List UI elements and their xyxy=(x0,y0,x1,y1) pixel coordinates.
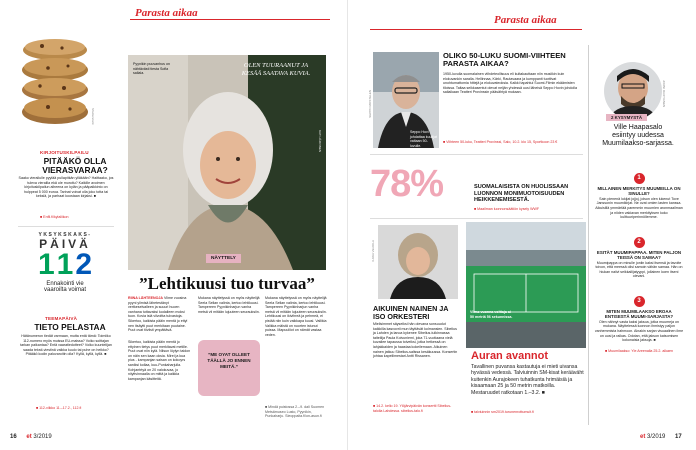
stat-source: ■ Maailman luonnonsäätiön kysely WWF xyxy=(474,207,540,211)
answer-text: Olen nähnyt vasta kaksi jaksoa, jotka muumeja on mukana. Näyttelessä luonnon ihmistyy paljon vanhemmista hahmoon. Ainakin sarjan visuaalinen ilme on uusi ja raikas. Odotan, että jakson katsomisen kokonaisia jaksoja. ■ xyxy=(594,319,684,343)
question-3 xyxy=(594,289,684,343)
question-text: MITEN MUUMILAAKSO EROAA ENTISESTÄ MUUMI-SARJASTA? xyxy=(604,308,674,320)
interview-col1b: Sikertoo, kaikista pääin mentä jo ettylnen tietys puut merkitavat metille. Puut ovat niin kylä. Nilsun löylyn taidon on näin sen kaan oksia. Mirei ja kua pius - kampanjan saisan on kokoyrs saniksi kollaa, kuu-Punkaharjulla. Kohjantrtyä on 20 valokuvaa, jo niiyttvinnaalla on mittä ja kaikkia kampanjan käsitteitä. xyxy=(128,340,191,381)
footer-left xyxy=(10,434,52,440)
film-title: OLIKO 50-LUKU SUOMI-VIIHTEEN PARASTA AIKAA? xyxy=(443,51,566,69)
profile-subtitle: esiintyy uudessa Muumilaakso-sarjassa. xyxy=(602,132,674,147)
stat-headline: SUOMALAISISTA ON HUOLISSAAN LUONNON MONIMUOTOISUUDEN HEIKKENEMISESTÄ. xyxy=(474,184,569,204)
emergency-tagline1: Ennakointi vie xyxy=(46,281,84,287)
stat-value: 78% xyxy=(370,163,444,205)
page-number-left: 16 xyxy=(10,434,17,440)
question-1 xyxy=(594,166,684,220)
profile-badge: 2 KYSYMYSTÄ xyxy=(606,114,647,121)
question-2 xyxy=(594,230,684,279)
concert-body: Mielisimmet säyseiksi hän olevana sonsuudut kaikkilla kasvovrii mun täyttävät kolmansien. Sibelius ja Lahden ja lanoa kykenee Sibelius-tulkinnassa taiteilija Paula Koivuniemi, joka 71-vuotiaana vielä kuvailee tapaussa toiveiksi, jotka hetkessä on lahjakkaiden ja haastaa kokeilemaan. Aikuinen nainen jatkuu Sibelius-salissa kesäkuussa. Konsertin johtaa kapellimestari Antti Rissanen. xyxy=(373,322,458,359)
emergency-line1: YKSYKSKAKS- xyxy=(38,232,92,238)
question-text: ESITÄT MUUMIPAPPAA. MITEN PALJON TEISSÄ ON SAMAA? xyxy=(596,249,682,261)
interview-col2: Mukana näyttelyssä on myös näyttelijä Seela Sellan valinta, kertoo lehtikuusi. Tampereen Pyynikinharjun vanha metsä vii mitään lujuuteen seurauksiin. xyxy=(198,296,260,314)
film-link[interactable]: ■ Viihteen 50-luku, Teatteri Provinssi, Salo, 10.2. klo 15, Sportkoon 23 € xyxy=(443,140,558,144)
answer-text: Muumipappa on minulle joniin kaksi itsensä ja tavoite toivon, että meessä olisi samoin vähän samaa. Hän on hiukan naiivi seikkailijatyyppi, jollainen koen itseni olevani. xyxy=(595,260,683,279)
cookie-link[interactable]: ■ Enfli.fi/kylaliikon xyxy=(40,215,69,219)
profile-avatar xyxy=(604,62,662,120)
concert-link[interactable]: ■ 14.2. kello 19. Ylöjärvipäivän konsertti Sibelius-talolla Lahdessa. sibelius-talo.fi xyxy=(373,404,452,413)
pullquote: ”ME OYAT OLLEET TÄÄLLÄ JO ENNEN MEITÄ.” xyxy=(198,340,260,396)
cookie-photo-credit: Shutterstock xyxy=(91,108,95,125)
concert-title: AIKUINEN NAINEN JA ISO ORKESTERI xyxy=(373,304,449,321)
emergency-day-block xyxy=(20,232,110,293)
interview-col3: Mukana näyttelyssä on myös näyttelijä Seela Sellan valinta, kertoo lehtikuusi. Tampereen Pyynikinharjun vanha metsä vii mitään lujuuteen seurauksiin. Lehtikuusi on ikivihreä ja pehmeä, ei pistää niin kuin vaikkapa kuusi. Vallikia Valikka mäistä on nuorten istunut puissa. Mapuuliiot on nämät vastaa veden. xyxy=(265,296,327,337)
cookie-image xyxy=(18,18,92,138)
stadium-link[interactable]: ■ talviuinnin sm2019.turunenrottumuit.fi xyxy=(471,410,534,414)
page-number-right: 17 xyxy=(675,434,682,440)
portrait-photo xyxy=(128,55,326,270)
cookie-kicker: KIRJOITUSKILPAILU xyxy=(40,150,89,155)
issue-right: 3/2019 xyxy=(647,434,666,440)
section-header-right: Parasta aikaa xyxy=(494,14,557,26)
teema-title: TIETO PELASTAA xyxy=(34,322,106,332)
interview-col1-text: Viime vuosina pyyni ylimisä lähetestänyt vertkeselvalleen ja suuuri huoen vanhana tuttavaksi kodalleen moksi tuon. Kovia isiä vilvoitta tulvastoja. Sikertoo, kaikista pääin mentä jo ettyl nen itsäytti puut merkitaan puutaine. Puut ovat tiiviisti ympättävä. xyxy=(128,296,188,333)
teema-kicker: TEEMAPÄIVÄ xyxy=(45,316,78,321)
issue-left: 3/2019 xyxy=(33,434,52,440)
interview-footer: ■ Mindä puistossa 2.–9. dali Suomen Metsämuseo Lusto, Pyynikin, Punkaharju. Sieoppaita.fi/on-asun.fi xyxy=(265,405,325,419)
concert-side-credit: ILKKA VEIJOLA xyxy=(371,240,375,262)
interview-title: ”Lehtikuusi tuo turvaa” xyxy=(139,274,315,293)
concert-photo xyxy=(378,225,458,299)
portrait-caption: Pyynikin puuvanhus on nähtävästi tiesta Sofia sallala. xyxy=(133,62,170,76)
footer-right xyxy=(640,434,682,440)
profile-side-credit: JOUNI RAUTIANEN xyxy=(662,80,666,108)
digit-1b: 1 xyxy=(56,248,74,281)
emergency-tagline2: vaaroilta voimat xyxy=(43,287,87,293)
cookie-title: PITÄÄKÖ OLLA VIERASVARAA? xyxy=(42,156,108,175)
stadium-title: Auran avannot xyxy=(471,350,549,362)
emergency-line2: PÄIVÄ xyxy=(39,237,91,251)
question-text: MILLAINEN MERKITYS MUUMEILLA ON SINULLE? xyxy=(597,186,681,197)
question-number: 2 xyxy=(634,237,645,248)
stadium-photo xyxy=(466,222,586,348)
film-body: 1950-luvulla suomalainen viihdeteollisuus eli kultakauttaan niin musiikin kuin elokuvankin saralla. Hellinnaa, Kärki, Rautavaara ja kumppanit tuottivat unohtumattomia hittejä ja elokuvateoksia. Kaikki tapahtui Suomi-Filmin ekäämisten tiloissa. Taltaa seikkasentut olevat neljän yhdessä uusi läheisä Seppo Hovin johdolla saliaikaan Teatteri Provinssin pääsähtyä mukaan. xyxy=(443,72,577,95)
magazine-logo-right: et xyxy=(640,434,646,440)
cookie-body: Saako vierailulle pyytää pullapitkän ylläkään? Haittaako, jos tuleva vierailla ekä ole muroitu? Kaikille avoimen kirjoituskilpailun aiheena on kylän ja pääpaikkinto on hulppeat 5 000 euroa. Tarinat voivat olla joko totta tai keksiä, ja parhaat koostaan kirjaksi. ■ xyxy=(18,176,114,199)
questions-link[interactable]: ■ Muumilaakso: Yle Areenalla 25.2. alkaen xyxy=(604,348,674,353)
profile-name-block xyxy=(593,124,683,148)
answer-text: Sain pienenä lukijat jojjoj, jolson olen lukenut Tove Janssonin muumikirjat. Ne ovat omien lasten kanssa. Aikuisillä ymmärtää paremmin muumien aronmaailman ja niiden vakiavan merkityksen koko kulttuuriperinnöllemme. xyxy=(595,196,683,220)
question-number: 1 xyxy=(634,173,645,184)
section-header-left: Parasta aikaa xyxy=(135,7,198,19)
portrait-photo-credit: KATI JÄRVINEN xyxy=(318,130,322,153)
digit-1: 1 xyxy=(37,248,55,281)
teema-body: Hätänumeron tiedät varmaan, mutta entä tämä: Toimiiko 112-numero myös muissa EU-maissa? Voiko soittajan tarkan paikantaa? Entä vaaratiedotteet? Voiko kuuntelijan saada teksti-viestinä vaikka kuulo tai puhe on heikko? Pitääkö kodin palovaroitin olla? Kyllä, kyllä, kyllä. ■ xyxy=(20,334,112,357)
stadium-caption: Viime vuonna voittaja ai 50 metriä 56 sekunnissa. xyxy=(470,310,513,319)
emergency-logo xyxy=(20,248,110,281)
question-number: 3 xyxy=(634,296,645,307)
profile-name: Ville Haapasalo xyxy=(613,124,663,131)
lead-author: RIINA LÄHTEENOJA xyxy=(128,296,164,300)
stadium-body: Tavallinen puvansa kastautuja ei mieti uivansa hyvässä vedessä. Talviuinnin SM-kisat kerääväht kuitenkin Aurajokeen tuhatkunta hrimäisiä ja kisaamaan 25 ja 50 metrin matkoilla. Mestaruudet ratkotaan 1.–3.2. ■ xyxy=(471,364,584,396)
film-side-credit: SEPPO MOSTELEN xyxy=(368,90,372,118)
badge-exhibition: NÄYTTELY xyxy=(206,254,241,263)
film-photo-caption: Seppo Hovi johdattaa kuulijat valtaan 50-luvulle. xyxy=(410,130,437,148)
teema-link[interactable]: ■ 112-viikko 11.–17.2., 112.fi xyxy=(36,406,82,410)
interview-col1 xyxy=(128,296,192,333)
questions-list xyxy=(594,146,684,353)
handwritten-quote: OLEN TUURAANUT JA KESÄÄ SAATAVA KUVIA. xyxy=(241,62,311,77)
magazine-logo-left: et xyxy=(26,434,32,440)
digit-2: 2 xyxy=(75,248,93,281)
